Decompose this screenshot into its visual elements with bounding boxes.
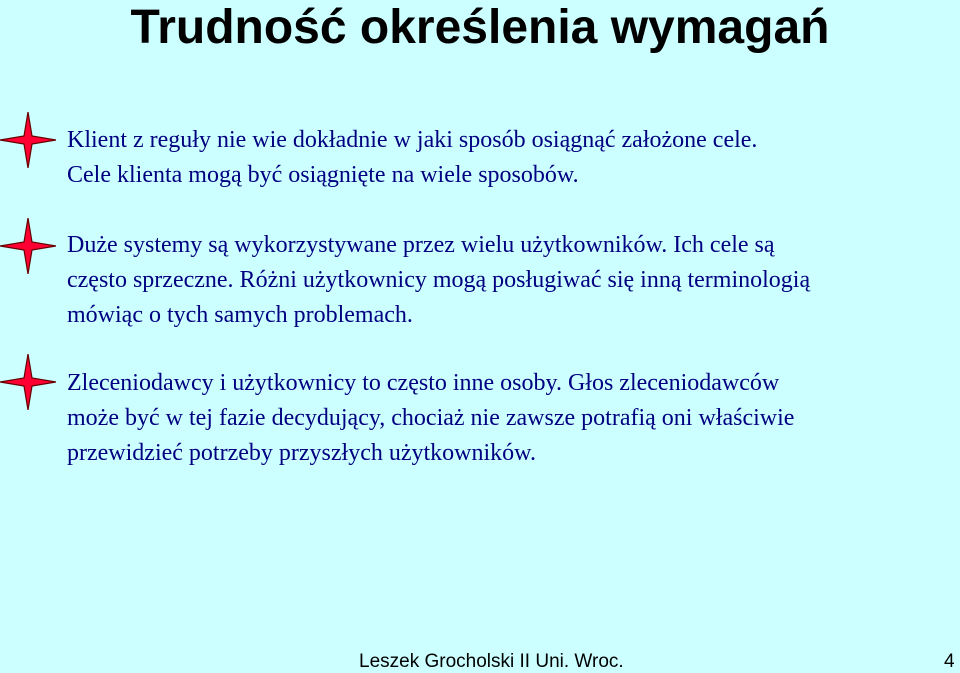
bullet-line: Zleceniodawcy i użytkownicy to często inne osoby. Głos zleceniodawców	[67, 370, 780, 396]
bullet-line: Cele klienta mogą być osiągnięte na wiele sposobów.	[67, 162, 579, 188]
slide-title: Trudność określenia wymagań	[130, 1, 830, 54]
bullet-line: często sprzeczne. Różni użytkownicy mogą posługiwać się inną terminologią	[67, 267, 811, 293]
four-point-star-icon	[0, 218, 56, 274]
four-point-star-icon	[0, 112, 56, 168]
bullet-line: Klient z reguły nie wie dokładnie w jaki sposób osiągnąć założone cele.	[67, 127, 758, 153]
page-number: 4	[944, 651, 955, 672]
bullet-line: Duże systemy są wykorzystywane przez wielu użytkowników. Ich cele są	[67, 232, 775, 258]
bullet-text	[67, 228, 960, 333]
footer-author: Leszek Grocholski II Uni. Wroc.	[359, 651, 624, 672]
bullet-line: może być w tej fazie decydujący, chociaż nie zawsze potrafią oni właściwie	[67, 405, 795, 431]
bullet-text	[67, 123, 960, 193]
bullet-line: przewidzieć potrzeby przyszłych użytkowników.	[67, 440, 536, 466]
bullet-line: mówiąc o tych samych problemach.	[67, 302, 413, 328]
bullet-text	[67, 366, 960, 471]
four-point-star-icon	[0, 354, 56, 410]
